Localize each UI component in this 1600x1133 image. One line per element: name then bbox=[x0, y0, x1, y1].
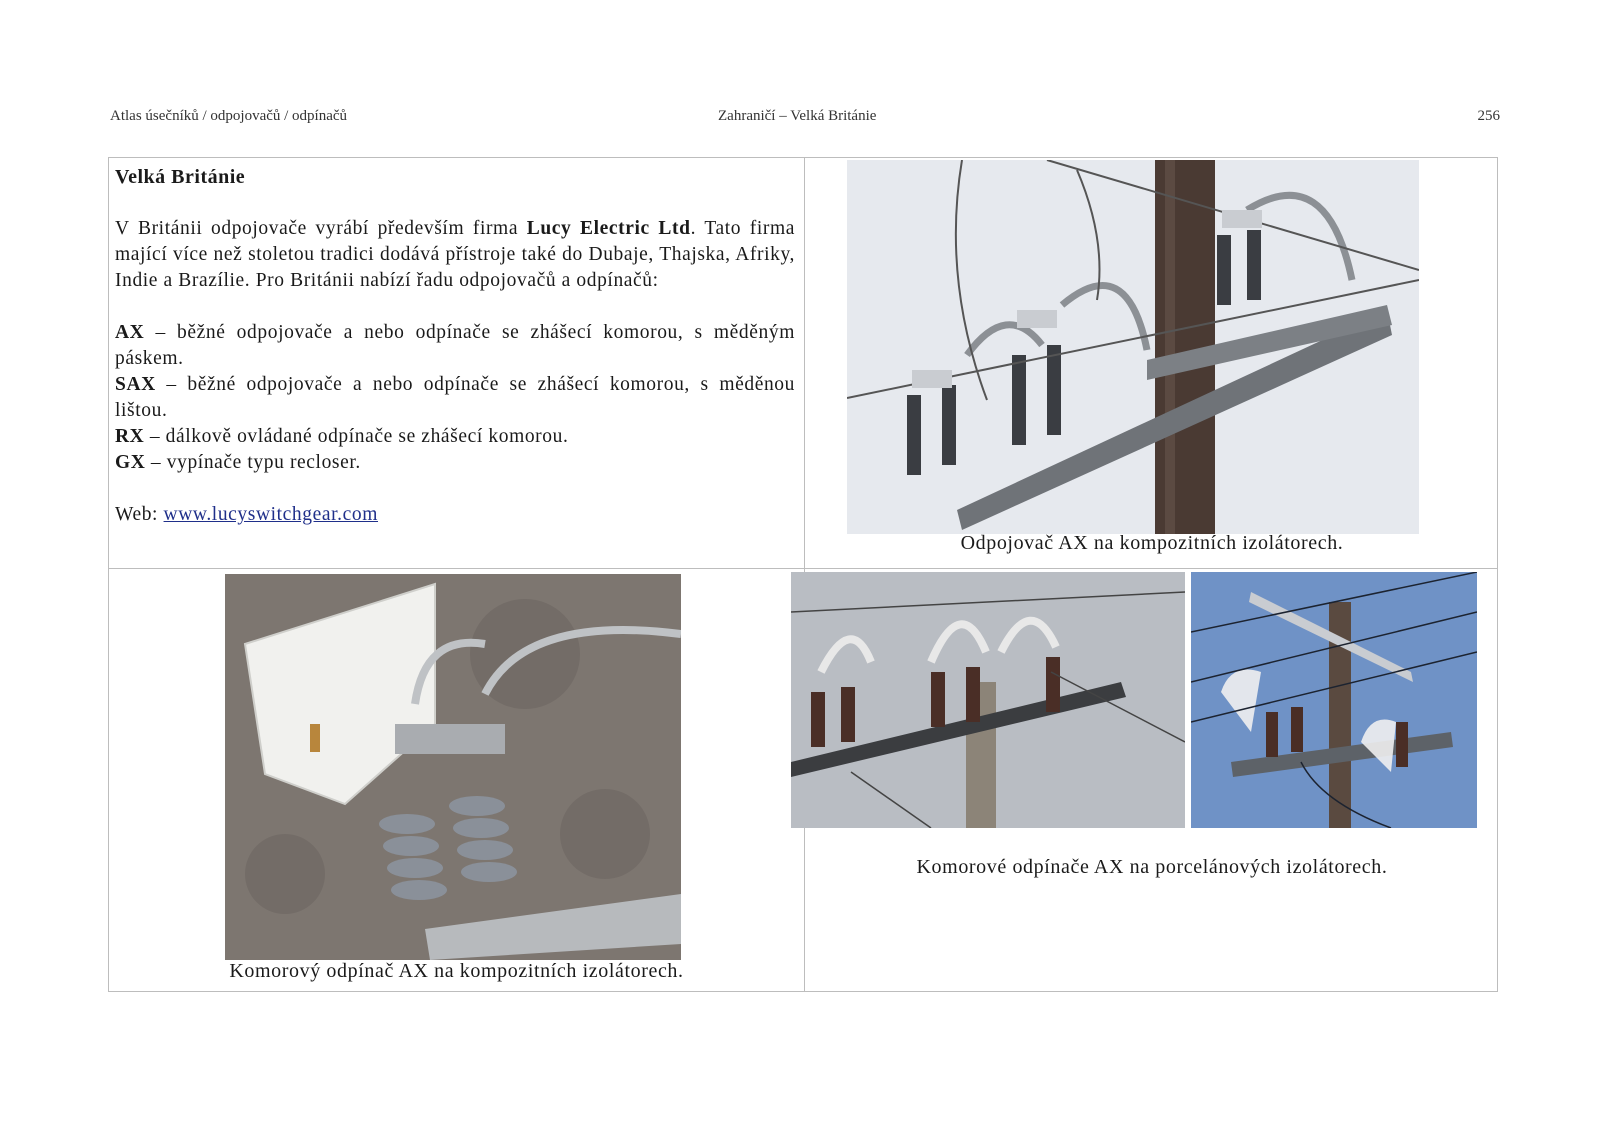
web-label: Web: bbox=[115, 504, 164, 525]
intro-text-b: . Tato firma mající více než stoletou tradici dodává přístroje také do Dubaje, Thajska, Afriky, Indie a Brazílie. Pro Británii nabízí řadu odpojovačů a odpínačů: bbox=[115, 218, 796, 291]
product-code: AX bbox=[115, 322, 145, 343]
product-item-gx bbox=[115, 450, 795, 476]
page-header bbox=[110, 108, 1500, 132]
caption-bottom-right: Komorové odpínače AX na porcelánových izolátorech. bbox=[916, 856, 1388, 878]
photo-ax-composite-ground bbox=[225, 574, 681, 960]
caption-top-right: Odpojovač AX na kompozitních izolátorech. bbox=[960, 532, 1344, 554]
web-link[interactable]: www.lucyswitchgear.com bbox=[163, 504, 379, 525]
photo-ax-composite-pole bbox=[847, 160, 1419, 534]
intro-text-a: V Británii odpojovače vyrábí především firma bbox=[115, 218, 527, 239]
product-item-ax bbox=[115, 320, 795, 372]
product-desc: – vypínače typu recloser. bbox=[145, 452, 361, 473]
photo-ax-porcelain-grey-sky bbox=[791, 572, 1185, 828]
photo-ax-porcelain-blue-sky bbox=[1191, 572, 1477, 828]
web-line bbox=[115, 502, 795, 528]
product-item-sax bbox=[115, 372, 795, 424]
table-divider-horizontal bbox=[109, 568, 1497, 569]
product-desc: – běžné odpojovače a nebo odpínače se zhášecí komorou, s měděnou lištou. bbox=[115, 374, 795, 421]
company-name: Lucy Electric Ltd bbox=[526, 218, 691, 239]
photo-ax-porcelain-grey-sky-image bbox=[791, 572, 1185, 828]
product-desc: – běžné odpojovače a nebo odpínače se zhášecí komorou, s měděným páskem. bbox=[115, 322, 795, 369]
product-desc: – dálkově ovládané odpínače se zhášecí komorou. bbox=[144, 426, 569, 447]
header-section: Zahraničí – Velká Británie bbox=[718, 108, 877, 124]
header-atlas-title: Atlas úsečníků / odpojovačů / odpínačů bbox=[110, 108, 348, 124]
photo-ax-composite-pole-image bbox=[847, 160, 1419, 534]
content-table bbox=[108, 157, 1498, 992]
product-code: GX bbox=[115, 452, 146, 473]
caption-bottom-left: Komorový odpínač AX na kompozitních izolátorech. bbox=[229, 960, 684, 982]
product-item-rx bbox=[115, 424, 795, 450]
section-title: Velká Británie bbox=[115, 166, 246, 188]
product-code: SAX bbox=[115, 374, 156, 395]
page-number: 256 bbox=[1477, 108, 1500, 124]
intro-text-cell bbox=[115, 164, 795, 528]
product-code: RX bbox=[115, 426, 145, 447]
photo-ax-composite-ground-image bbox=[225, 574, 681, 960]
photo-ax-porcelain-blue-sky-image bbox=[1191, 572, 1477, 828]
intro-paragraph bbox=[115, 216, 795, 294]
